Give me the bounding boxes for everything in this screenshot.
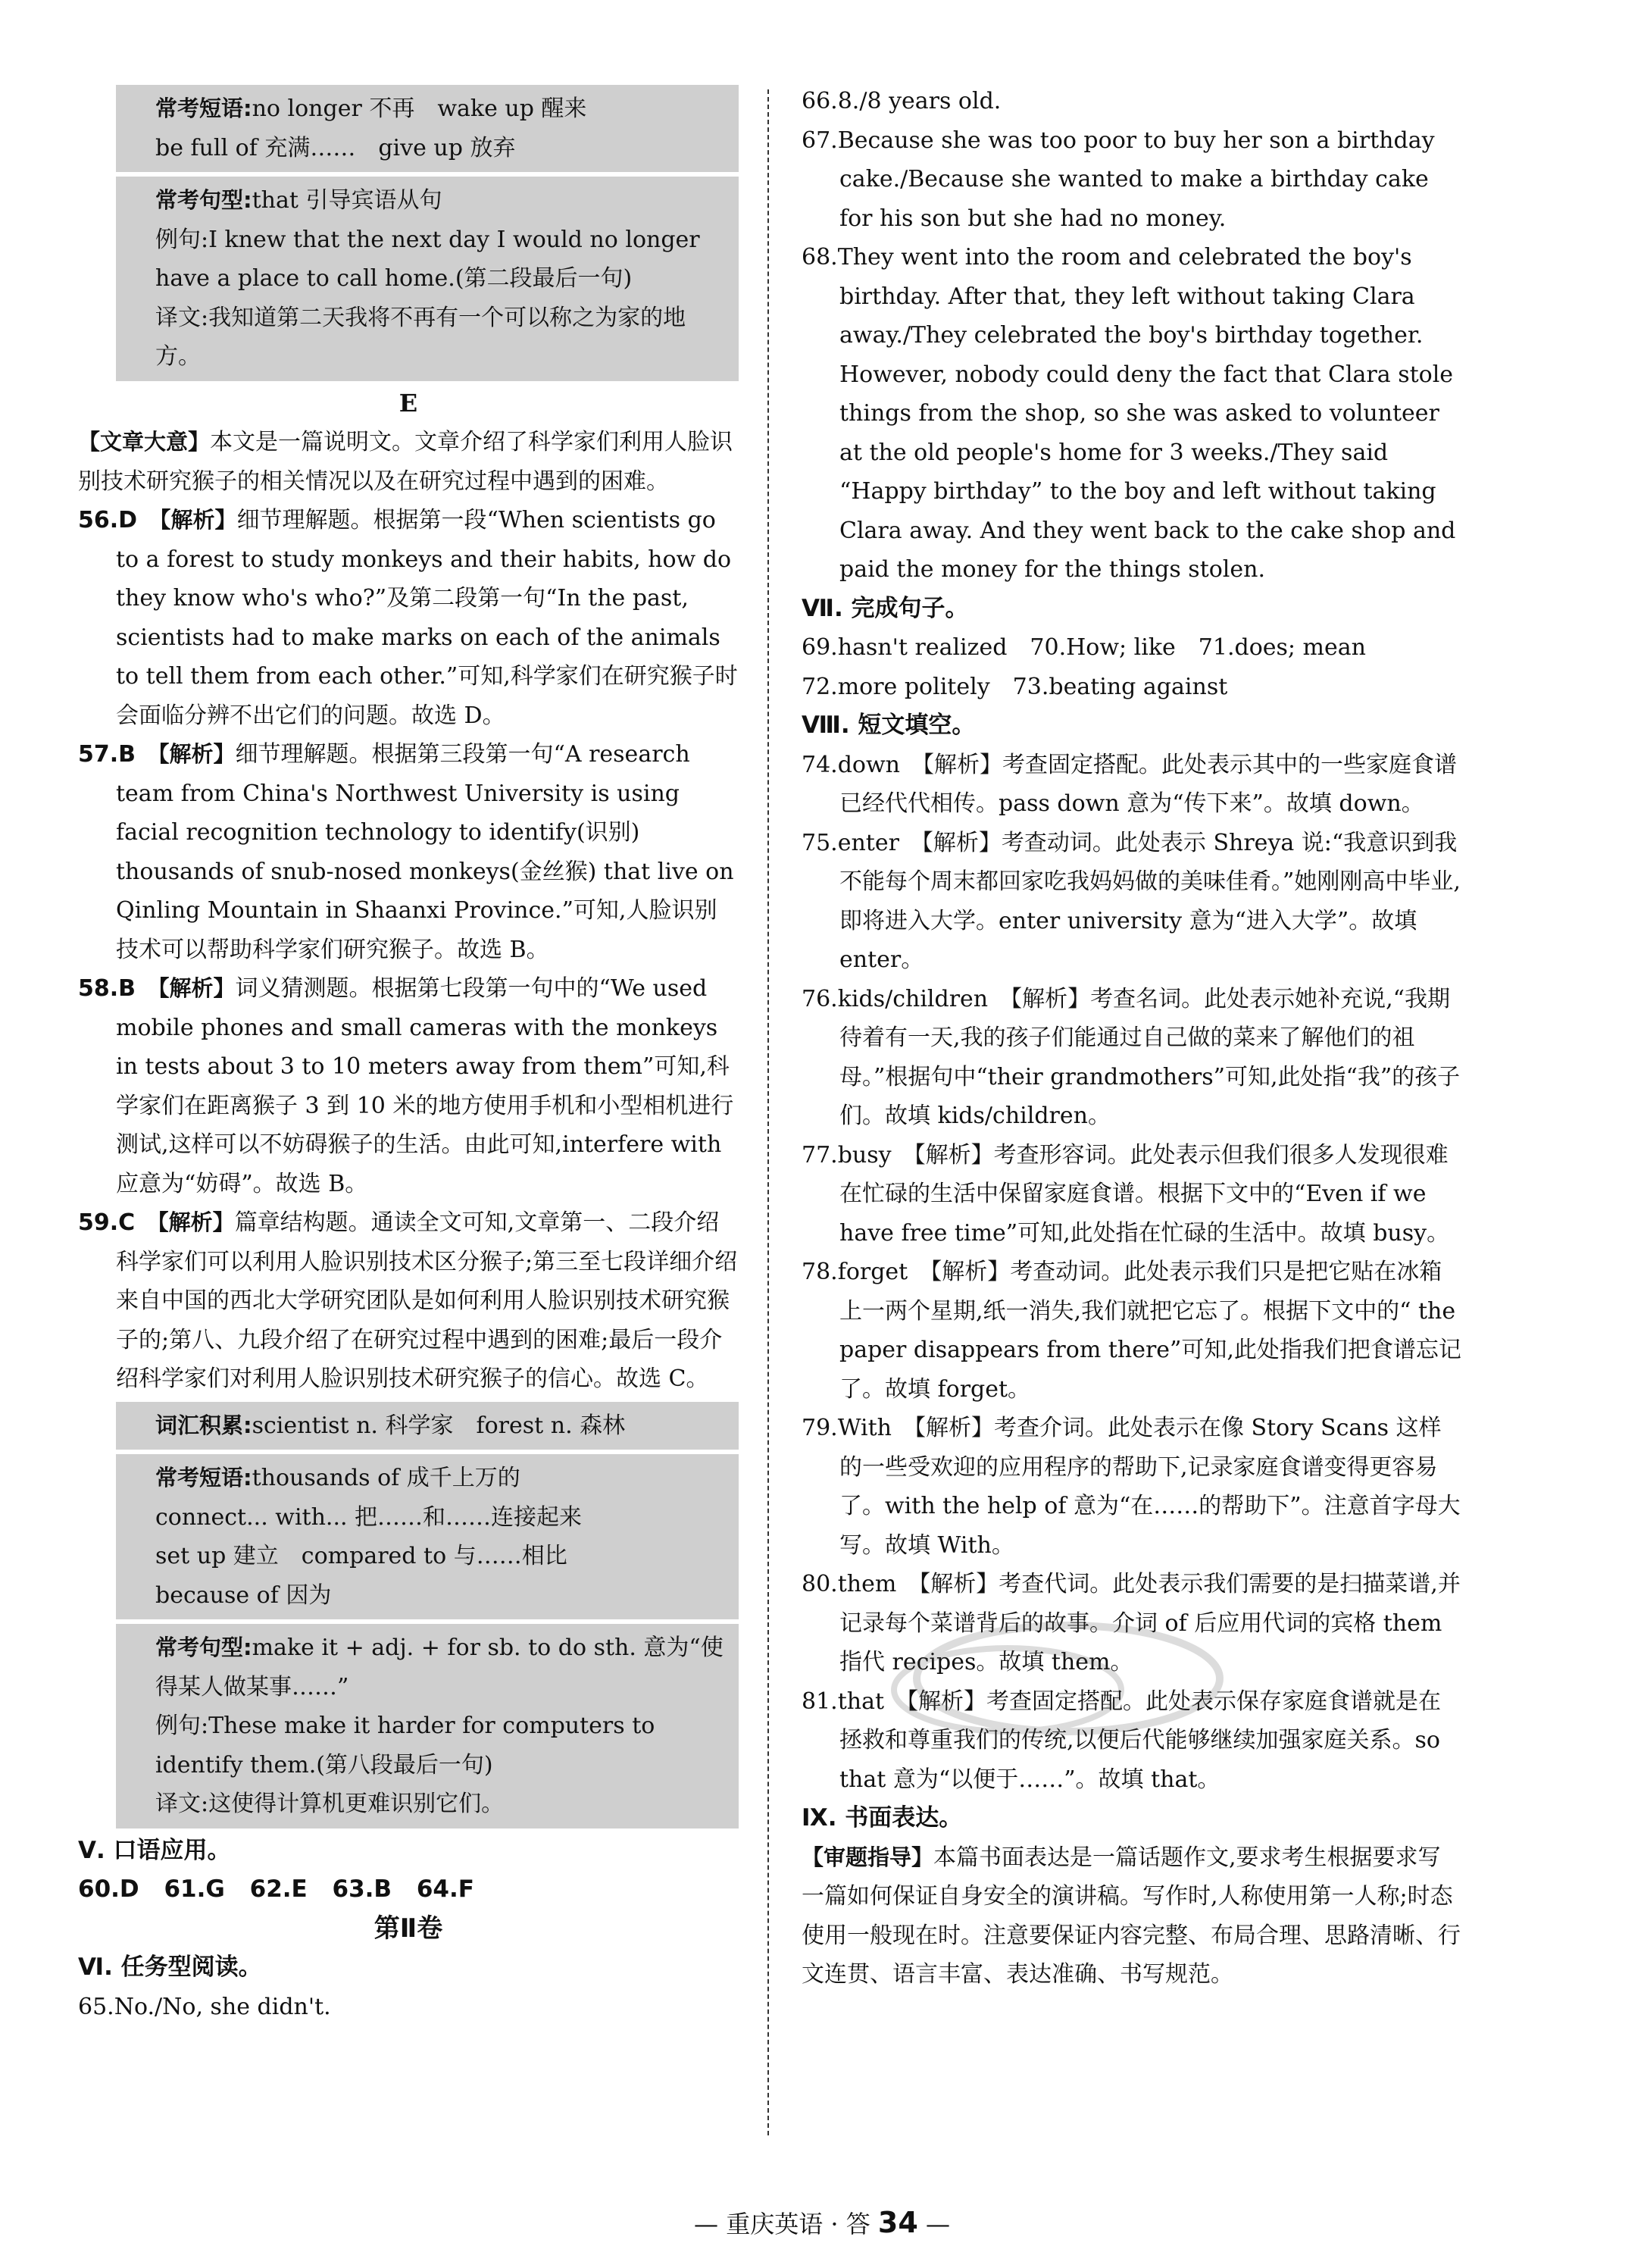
guide-text: 本篇书面表达是一篇话题作文,要求考生根据要求写一篇如何保证自身安全的演讲稿。写作时,人称使用第一人称;时态使用一般现在时。注意要保证内容完整、布局合理、思路清晰、行文连贯、语言丰富、表达准确、书写规范。 [802, 1844, 1461, 1988]
box-line: be full of 充满…… give up 放弃 [155, 134, 516, 161]
box-line: that 引导宾语从句 [252, 187, 442, 214]
box-line: scientist n. 科学家 forest n. 森林 [252, 1412, 626, 1439]
answer-60: 60.D [78, 1875, 139, 1903]
translation: 译文:这使得计算机更难识别它们。 [155, 1791, 505, 1817]
answer-74: 74.down 【解析】考查固定搭配。此处表示其中的一些家庭食谱已经代代相传。pass down 意为“传下来”。故填 down。 [802, 751, 1457, 817]
answer-number: 57.B [78, 741, 136, 768]
column-divider [767, 89, 769, 2135]
analysis-label: 【解析】 [158, 1209, 235, 1235]
box-line: set up 建立 compared to 与……相比 [155, 1543, 567, 1569]
box-label: 常考句型: [155, 187, 252, 213]
section-7-heading: Ⅶ. 完成句子。 [802, 594, 969, 622]
answer-75: 75.enter 【解析】考查动词。此处表示 Shreya 说:“我意识到我不能每个周末都回家吃我妈妈做的美味佳肴。”她刚刚高中毕业,即将进入大学。enter university 意为“进入大学”。故填 enter。 [802, 829, 1461, 973]
box-line: thousands of 成千上万的 [252, 1465, 520, 1491]
example-sentence: 例句:I knew that the next day I would no longer have a place to call home.(第二段最后一句) [155, 226, 700, 292]
answer-66: 66.8./8 years old. [802, 88, 1002, 114]
analysis-text: 词义猜测题。根据第七段第一句中的“We used mobile phones and small cameras with the monkeys in tests about 3 to 10 meters away from them”可知,科学家们在距离猴子 3 到 10 米的地方使用手机和小型相机进行测试,这样可以不妨碍猴子的生活。由此可知,interfere with 应意为“妨碍”。故选 B。 [116, 975, 734, 1197]
answer-81: 81.that 【解析】考查固定搭配。此处表示保存家庭食谱就是在拯救和尊重我们的传统,以便后代能够继续加强家庭关系。so that 意为“以便于……”。故填 that。 [802, 1688, 1442, 1793]
summary-text: 本文是一篇说明文。文章介绍了科学家们利用人脸识别技术研究猴子的相关情况以及在研究过程中遇到的困难。 [78, 429, 733, 495]
translation: 译文:我知道第二天我将不再有一个可以称之为家的地方。 [155, 304, 686, 370]
analysis-text: 细节理解题。根据第一段“When scientists go to a forest to study monkeys and their habits, how do they know who's who?”及第二段第一句“In the past, scientists had to make marks on each of the animals to tell them from each other.”可知,科学家们在研究猴子时会面临分辨不出它们的问题。故选 D。 [116, 507, 738, 729]
box-line: no longer 不再 wake up 醒来 [252, 95, 587, 122]
box-line: because of 因为 [155, 1581, 332, 1609]
answer-78: 78.forget 【解析】考查动词。此处表示我们只是把它贴在冰箱上一两个星期,纸一消失,我们就把它忘了。根据下文中的“ the paper disappears from there”可知,此处指我们把食谱忘记了。故填 forget。 [802, 1259, 1461, 1403]
answer-59 [78, 1203, 739, 1399]
analysis-text: 细节理解题。根据第三段第一句“A research team from China's Northwest University is using facial recognition technology to identify(识别) thousands of snub-nosed monkeys(金丝猴) that live on Qinling Mountain in Shaanxi Province.”可知,人脸识别技术可以帮助科学家们研究猴子。故选 B。 [116, 741, 734, 963]
section-title-e: E [398, 388, 418, 418]
box-label: 常考短语: [155, 95, 252, 121]
analysis-text: 篇章结构题。通读全文可知,文章第一、二段介绍科学家们可以利用人脸识别技术区分猴子;第三至七段详细介绍来自中国的西北大学研究团队是如何利用人脸识别技术研究猴子的;第八、九段介绍了在研究过程中遇到的困难;最后一段介绍科学家们对利用人脸识别技术研究猴子的信心。故选 C。 [116, 1209, 738, 1392]
answer-number: 56.D [78, 507, 138, 533]
answer-number: 58.B [78, 975, 136, 1002]
phrases-box-1 [116, 85, 739, 172]
paper-2-title: 第Ⅱ卷 [373, 1913, 443, 1944]
section-6-heading: Ⅵ. 任务型阅读。 [78, 1954, 262, 1981]
sentence-pattern-box-1 [116, 177, 739, 381]
section-9-heading: Ⅸ. 书面表达。 [802, 1804, 963, 1832]
answer-65: 65.No./No, she didn't. [78, 1993, 331, 2020]
answer-67: 67.Because she was too poor to buy her son a birthday cake./Because she wanted to make a birthday cake for his son but she had no money. [802, 127, 1435, 232]
answer-76: 76.kids/children 【解析】考查名词。此处表示她补充说,“我期待着有一天,我的孩子们能通过自己做的菜来了解他们的祖母。”根据句中“their grandmothers”可知,此处指“我”的孩子们。故填 kids/children。 [802, 985, 1461, 1129]
footer-prefix: — 重庆英语 · 答 [694, 2210, 878, 2238]
answer-57 [78, 735, 739, 969]
article-summary [78, 423, 739, 501]
example-sentence: 例句:These make it harder for computers to identify them.(第八段最后一句) [155, 1713, 655, 1778]
box-line: make it + adj. + for sb. to do sth. 意为“使得某人做某事……” [155, 1635, 724, 1700]
answer-64: 64.F [416, 1875, 474, 1903]
box-label: 词汇积累: [155, 1412, 252, 1438]
answer-61: 61.G [164, 1875, 225, 1903]
page-footer [0, 2205, 1644, 2240]
left-column [78, 82, 739, 2026]
answer-number: 59.C [78, 1209, 136, 1236]
answers-69-71: 69.hasn't realized 70.How; like 71.does; mean [802, 634, 1366, 661]
writing-guide [802, 1838, 1462, 1994]
section-5-heading: Ⅴ. 口语应用。 [78, 1836, 231, 1864]
footer-suffix: — [917, 2210, 950, 2238]
guide-label: 【审题指导】 [802, 1844, 934, 1870]
analysis-label: 【解析】 [158, 975, 236, 1001]
summary-label: 【文章大意】 [78, 429, 211, 455]
page-number: 34 [877, 2206, 918, 2239]
watermark-logo [841, 1606, 1235, 1758]
answer-77: 77.busy 【解析】考查形容词。此处表示但我们很多人发现很难在忙碌的生活中保留家庭食谱。根据下文中的“Even if we have free time”可知,此处指在忙碌的生活中。故填 busy。 [802, 1141, 1450, 1247]
answers-72-73: 72.more politely 73.beating against [802, 673, 1228, 700]
answer-58 [78, 969, 739, 1203]
answer-56 [78, 501, 739, 735]
box-label: 常考句型: [155, 1635, 252, 1660]
answer-62: 62.E [249, 1875, 308, 1903]
answer-68: 68.They went into the room and celebrated the boy's birthday. After that, they left without taking Clara away./They celebrated the boy's birthday together. However, nobody could deny the fact that Clara stole things from the shop, so she was asked to volunteer at the old people's home for 3 weeks./They said “Happy birthday” to the boy and left without taking Clara away. And they went back to the cake shop and paid the money for the things stolen. [802, 244, 1456, 583]
box-label: 常考短语: [155, 1465, 252, 1491]
sentence-pattern-box-2 [116, 1624, 739, 1828]
analysis-label: 【解析】 [158, 741, 236, 767]
answer-80: 80.them 【解析】考查代词。此处表示我们需要的是扫描菜谱,并记录每个菜谱背后的故事。介词 of 后应用代词的宾格 them 指代 recipes。故填 them。 [802, 1571, 1461, 1675]
section-8-heading: Ⅷ. 短文填空。 [802, 712, 976, 739]
box-line: connect... with... 把……和……连接起来 [155, 1503, 583, 1531]
answer-63: 63.B [332, 1875, 392, 1903]
vocabulary-box [116, 1402, 739, 1450]
analysis-label: 【解析】 [160, 507, 237, 533]
phrases-box-2 [116, 1454, 739, 1619]
answers-60-64 [78, 1870, 739, 1910]
answer-79: 79.With 【解析】考查介词。此处表示在像 Story Scans 这样的一些受欢迎的应用程序的帮助下,记录家庭食谱变得更容易了。with the help of 意为“在……的帮助下”。注意首字母大写。故填 With。 [802, 1415, 1461, 1559]
